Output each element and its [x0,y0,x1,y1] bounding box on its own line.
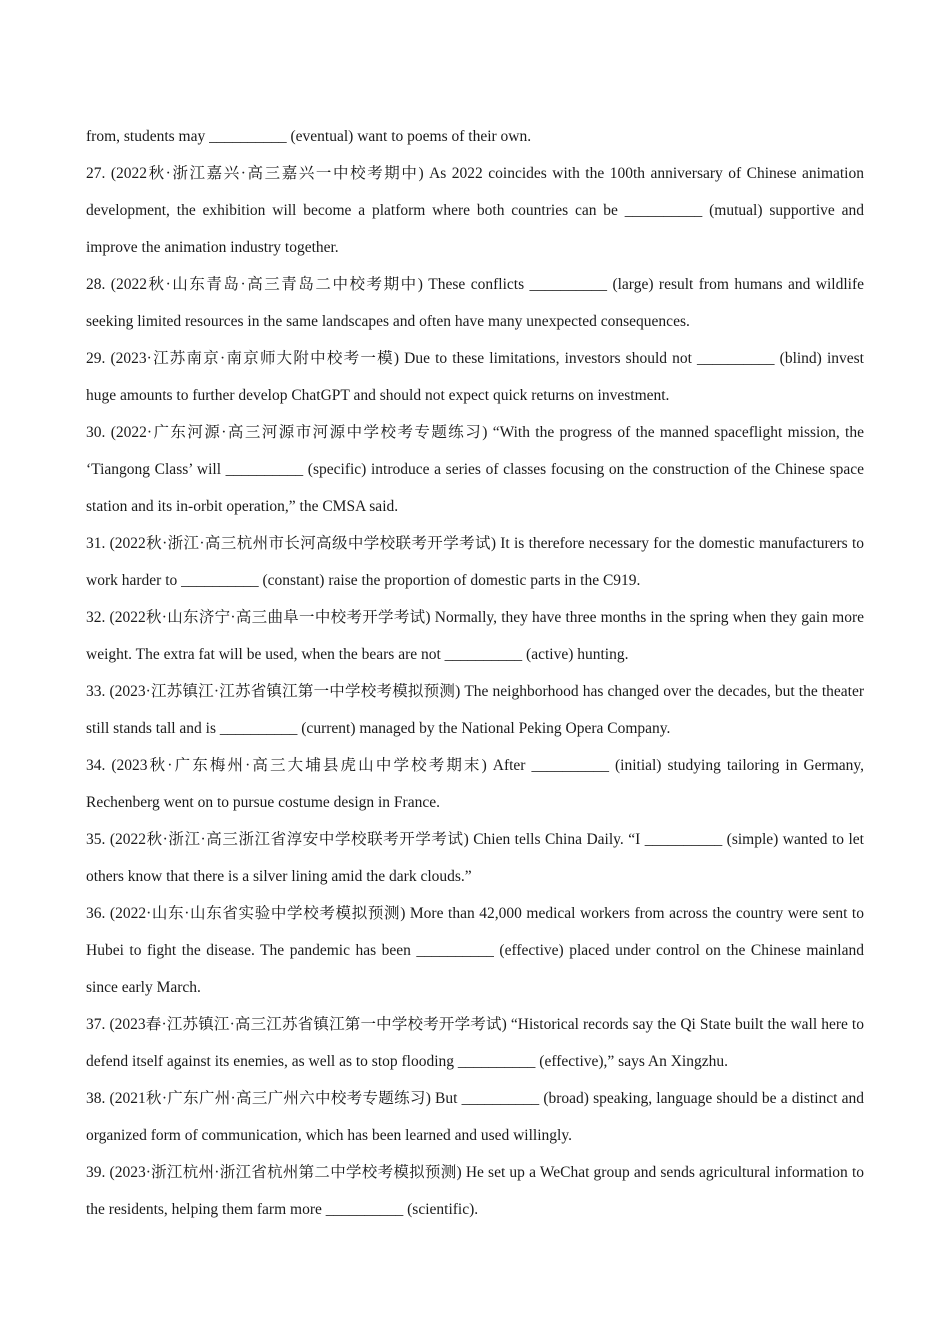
question-source: 38. (2021秋·广东广州·高三广州六中校考专题练习) [86,1090,431,1107]
question-source: 27. (2022秋·浙江嘉兴·高三嘉兴一中校考期中) [86,165,424,182]
question-text: Due to these limitations, investors should not __________ (blind) invest huge amounts to further develop ChatGPT and should not expect quick returns on investment. [86,350,864,404]
question-32 [86,599,864,673]
question-text: As 2022 coincides with the 100th anniversary of Chinese animation development, the exhibition will become a platform where both countries can be __________ (mutual) supportive and improve the animation industry together. [86,165,864,256]
question-29 [86,340,864,414]
question-text: After __________ (initial) studying tailoring in Germany, Rechenberg went on to pursue costume design in France. [86,757,864,811]
question-34 [86,747,864,821]
question-source: 37. (2023春·江苏镇江·高三江苏省镇江第一中学校考开学考试) [86,1016,507,1033]
document-page [86,118,864,1228]
question-source: 28. (2022秋·山东青岛·高三青岛二中校考期中) [86,276,423,293]
question-text: More than 42,000 medical workers from across the country were sent to Hubei to fight the disease. The pandemic has been __________ (effective) placed under control on the Chinese mainland since early March. [86,905,864,996]
question-35 [86,821,864,895]
question-33 [86,673,864,747]
question-source: 36. (2022·山东·山东省实验中学校考模拟预测) [86,905,406,922]
question-30 [86,414,864,525]
question-36 [86,895,864,1006]
question-source: 34. (2023秋·广东梅州·高三大埔县虎山中学校考期末) [86,757,487,774]
question-text: Normally, they have three months in the spring when they gain more weight. The extra fat will be used, when the bears are not __________ (active) hunting. [86,609,864,663]
question-text: But __________ (broad) speaking, language should be a distinct and organized form of communication, which has been learned and used willingly. [86,1090,864,1144]
question-28 [86,266,864,340]
question-source: 30. (2022·广东河源·高三河源市河源中学校考专题练习) [86,424,488,441]
question-text: The neighborhood has changed over the decades, but the theater still stands tall and is __________ (current) managed by the National Peking Opera Company. [86,683,864,737]
question-text: He set up a WeChat group and sends agricultural information to the residents, helping them farm more __________ (scientific). [86,1164,864,1218]
question-text: “With the progress of the manned spaceflight mission, the ‘Tiangong Class’ will __________ (specific) introduce a series of classes focusing on the construction of the Chinese space station and its in-orbit operation,” the CMSA said. [86,424,864,515]
question-source: 29. (2023·江苏南京·南京师大附中校考一模) [86,350,400,367]
question-text: “Historical records say the Qi State built the wall here to defend itself against its enemies, as well as to stop flooding __________ (effective),” says An Xingzhu. [86,1016,864,1070]
question-text: Chien tells China Daily. “I __________ (simple) wanted to let others know that there is a silver lining amid the dark clouds.” [86,831,864,885]
question-source: 33. (2023·江苏镇江·江苏省镇江第一中学校考模拟预测) [86,683,461,700]
question-38 [86,1080,864,1154]
question-39 [86,1154,864,1228]
question-source: 31. (2022秋·浙江·高三杭州市长河高级中学校联考开学考试) [86,535,497,552]
question-31 [86,525,864,599]
question-text: It is therefore necessary for the domestic manufacturers to work harder to __________ (constant) raise the proportion of domestic parts in the C919. [86,535,865,589]
continuation-text: from, students may __________ (eventual) want to poems of their own. [86,128,532,145]
question-37 [86,1006,864,1080]
question-source: 32. (2022秋·山东济宁·高三曲阜一中校考开学考试) [86,609,431,626]
question-source: 35. (2022秋·浙江·高三浙江省淳安中学校联考开学考试) [86,831,469,848]
question-text: These conflicts __________ (large) result from humans and wildlife seeking limited resources in the same landscapes and often have many unexpected consequences. [86,276,864,330]
question-source: 39. (2023·浙江杭州·浙江省杭州第二中学校考模拟预测) [86,1164,462,1181]
question-27 [86,155,864,266]
